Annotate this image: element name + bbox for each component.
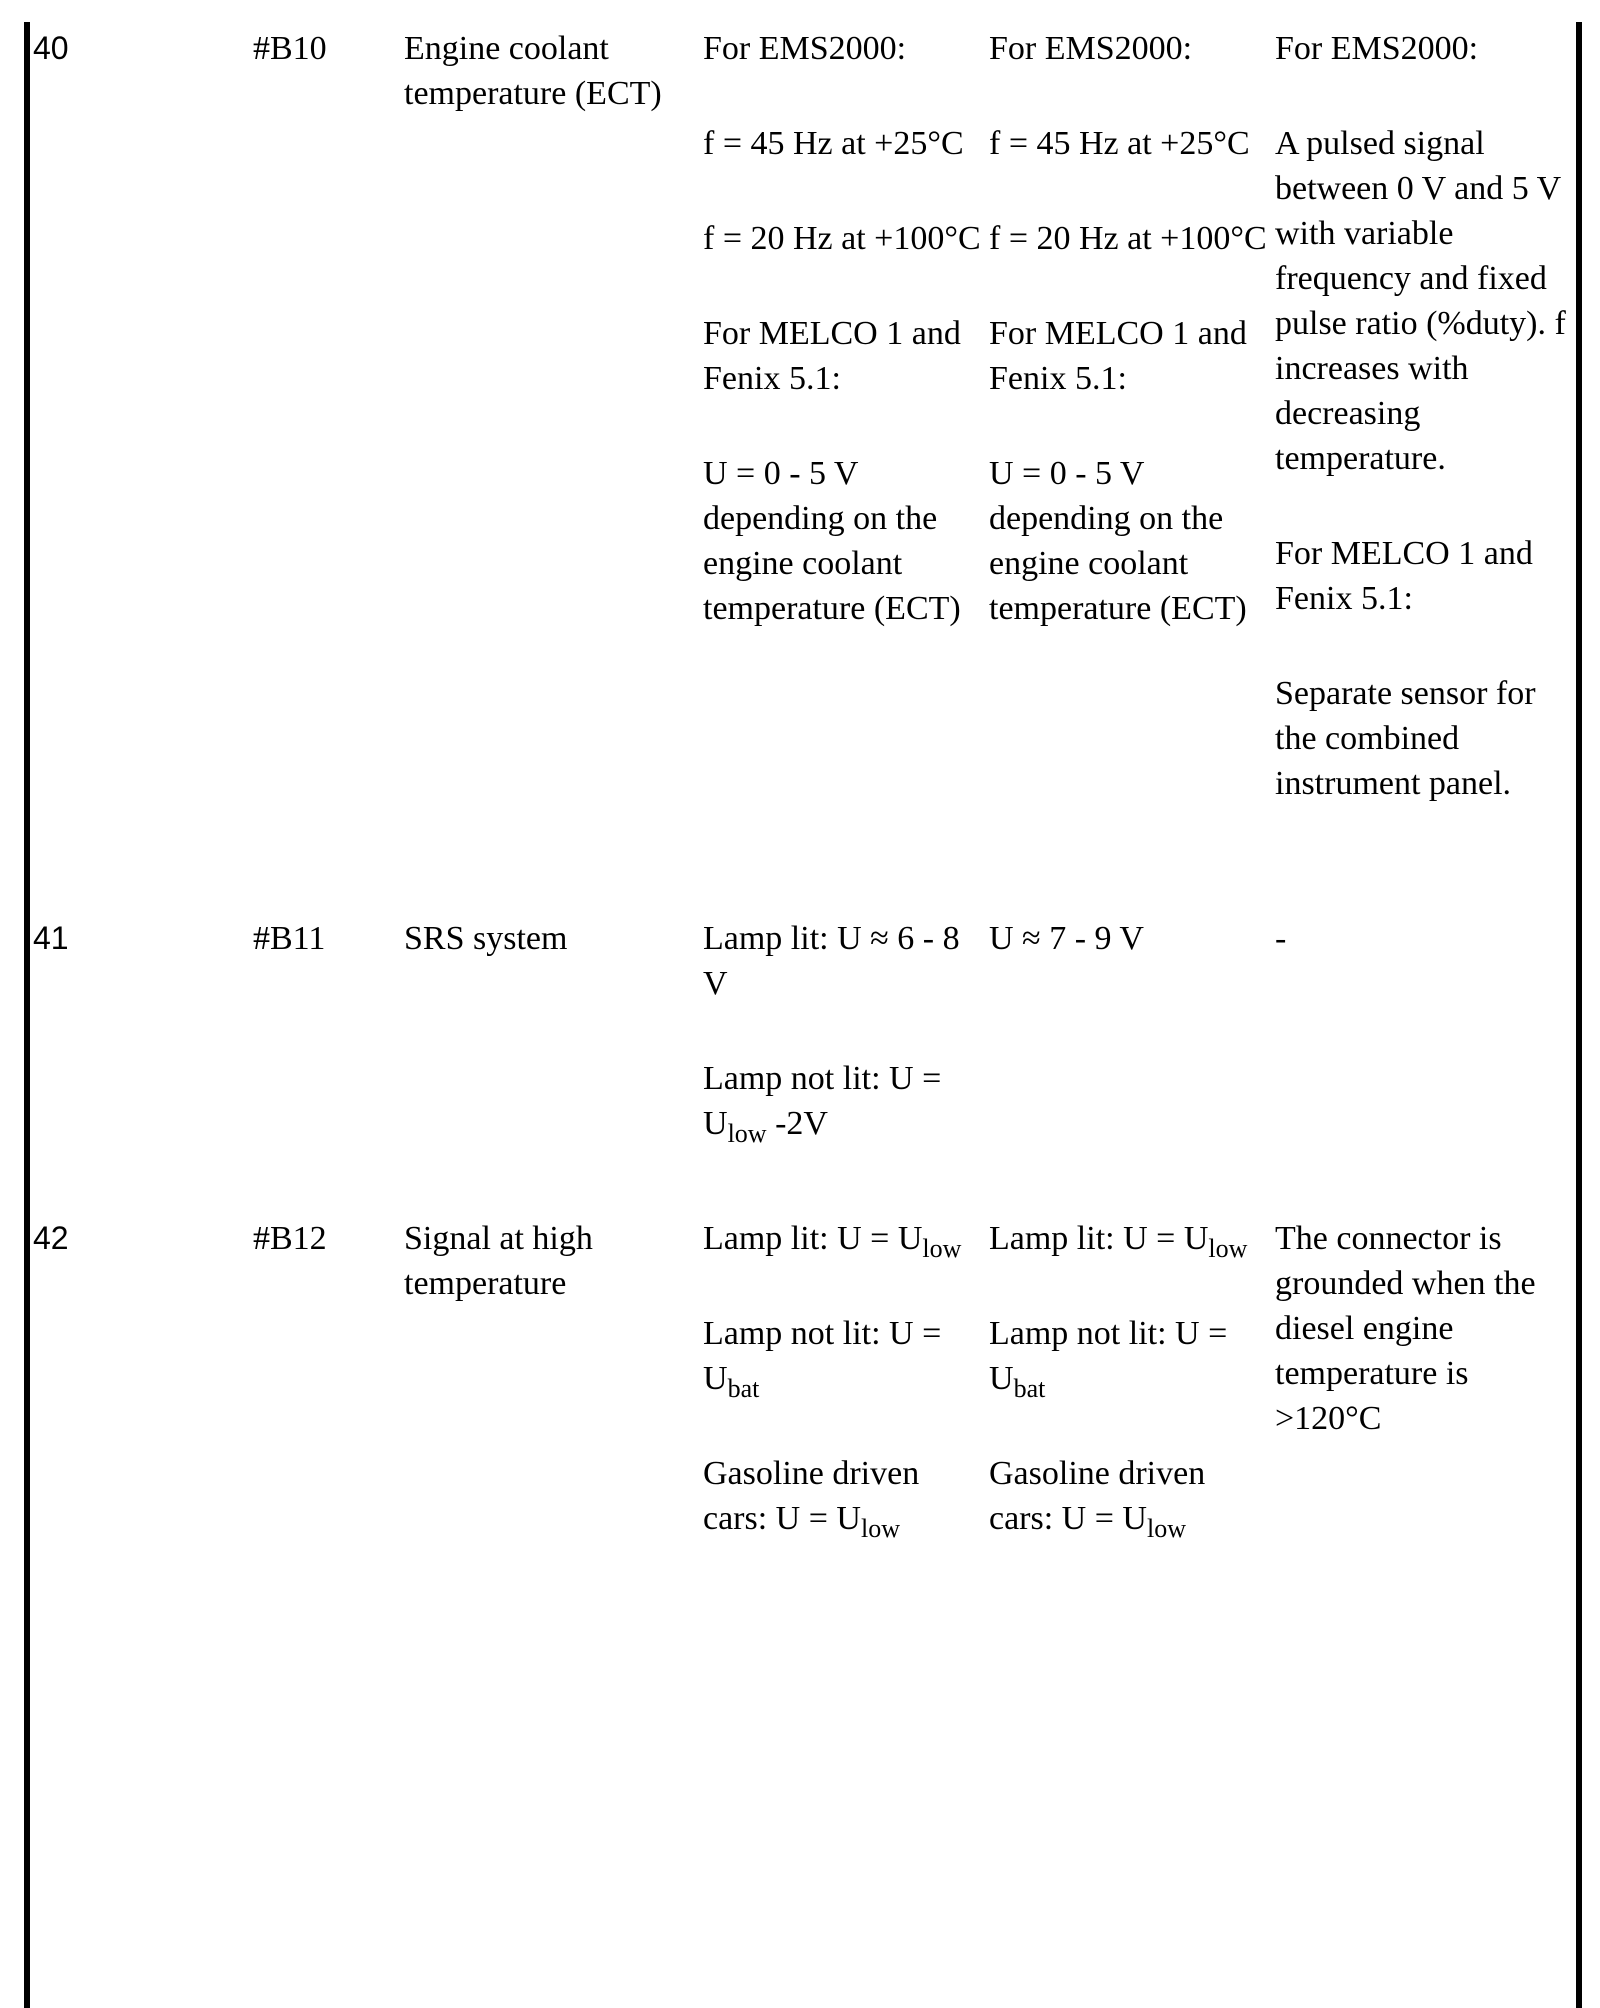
signal-code: #B10	[253, 30, 327, 67]
cell-paragraph	[703, 1311, 983, 1401]
cell-paragraph: U ≈ 7 - 9 V	[989, 920, 1144, 957]
cell-paragraph: For EMS2000:	[1275, 30, 1479, 67]
cell-paragraph: For MELCO 1 and Fenix 5.1:	[989, 315, 1247, 397]
right-border-rule	[1576, 22, 1582, 2008]
cell-paragraph: -	[1275, 920, 1287, 957]
cell-paragraph: U = 0 - 5 V depending on the engine coolant temperature (ECT)	[989, 455, 1247, 627]
cell-paragraph	[703, 1451, 983, 1541]
cell-paragraph: For MELCO 1 and Fenix 5.1:	[1275, 535, 1533, 617]
signal-code: #B12	[253, 1220, 327, 1257]
cell-paragraph	[703, 1056, 983, 1146]
column-b-cell	[989, 26, 1269, 631]
formula-text: Lamp not lit: U = U	[989, 1315, 1228, 1397]
column-a-cell	[703, 916, 983, 1146]
signal-description: SRS system	[404, 920, 568, 957]
cell-paragraph: A pulsed signal between 0 V and 5 V with variable frequency and fixed pulse ratio (%duty). f increases with decreasing temperature.	[1275, 125, 1566, 477]
left-border-rule	[24, 22, 30, 2008]
cell-paragraph	[989, 1311, 1269, 1401]
cell-paragraph: For EMS2000:	[703, 30, 907, 67]
formula-text: Lamp lit: U = U	[703, 1220, 923, 1257]
column-b-cell	[989, 916, 1269, 961]
cell-paragraph: f = 20 Hz at +100°C	[989, 220, 1267, 257]
cell-paragraph	[989, 1451, 1269, 1541]
signal-description: Signal at high temperature	[404, 1220, 593, 1302]
formula-text: Lamp lit: U = U	[989, 1220, 1209, 1257]
row-number: 41	[33, 920, 69, 956]
cell-paragraph	[989, 1216, 1269, 1261]
column-c-cell	[1275, 1216, 1575, 1441]
subscript: bat	[1013, 1374, 1046, 1403]
formula-text: Gasoline driven cars: U = U	[703, 1455, 920, 1537]
cell-paragraph: For EMS2000:	[989, 30, 1193, 67]
column-b-cell	[989, 1216, 1269, 1541]
cell-paragraph: f = 45 Hz at +25°C	[703, 125, 964, 162]
formula-text: Gasoline driven cars: U = U	[989, 1455, 1206, 1537]
cell-paragraph: U = 0 - 5 V depending on the engine coolant temperature (ECT)	[703, 455, 961, 627]
formula-text: Lamp not lit: U = U	[703, 1315, 942, 1397]
formula-text: Lamp not lit: U = U	[703, 1060, 942, 1142]
cell-paragraph: For MELCO 1 and Fenix 5.1:	[703, 315, 961, 397]
subscript: low	[922, 1234, 962, 1263]
subscript: low	[727, 1119, 767, 1148]
cell-paragraph: f = 20 Hz at +100°C	[703, 220, 981, 257]
column-c-cell	[1275, 26, 1575, 806]
column-a-cell	[703, 26, 983, 631]
subscript: low	[1208, 1234, 1248, 1263]
signal-code: #B11	[253, 920, 326, 957]
row-number: 42	[33, 1220, 69, 1256]
subscript: bat	[727, 1374, 760, 1403]
formula-tail: -2V	[766, 1105, 828, 1142]
subscript: low	[860, 1514, 900, 1543]
cell-paragraph: Lamp lit: U ≈ 6 - 8 V	[703, 920, 960, 1002]
cell-paragraph: Separate sensor for the combined instrument panel.	[1275, 675, 1536, 802]
cell-paragraph: f = 45 Hz at +25°C	[989, 125, 1250, 162]
subscript: low	[1146, 1514, 1186, 1543]
cell-paragraph	[703, 1216, 983, 1261]
signal-description: Engine coolant temperature (ECT)	[404, 30, 662, 112]
column-a-cell	[703, 1216, 983, 1541]
cell-paragraph: The connector is grounded when the diesel engine temperature is >120°C	[1275, 1220, 1536, 1437]
row-number: 40	[33, 30, 69, 66]
column-c-cell	[1275, 916, 1575, 961]
